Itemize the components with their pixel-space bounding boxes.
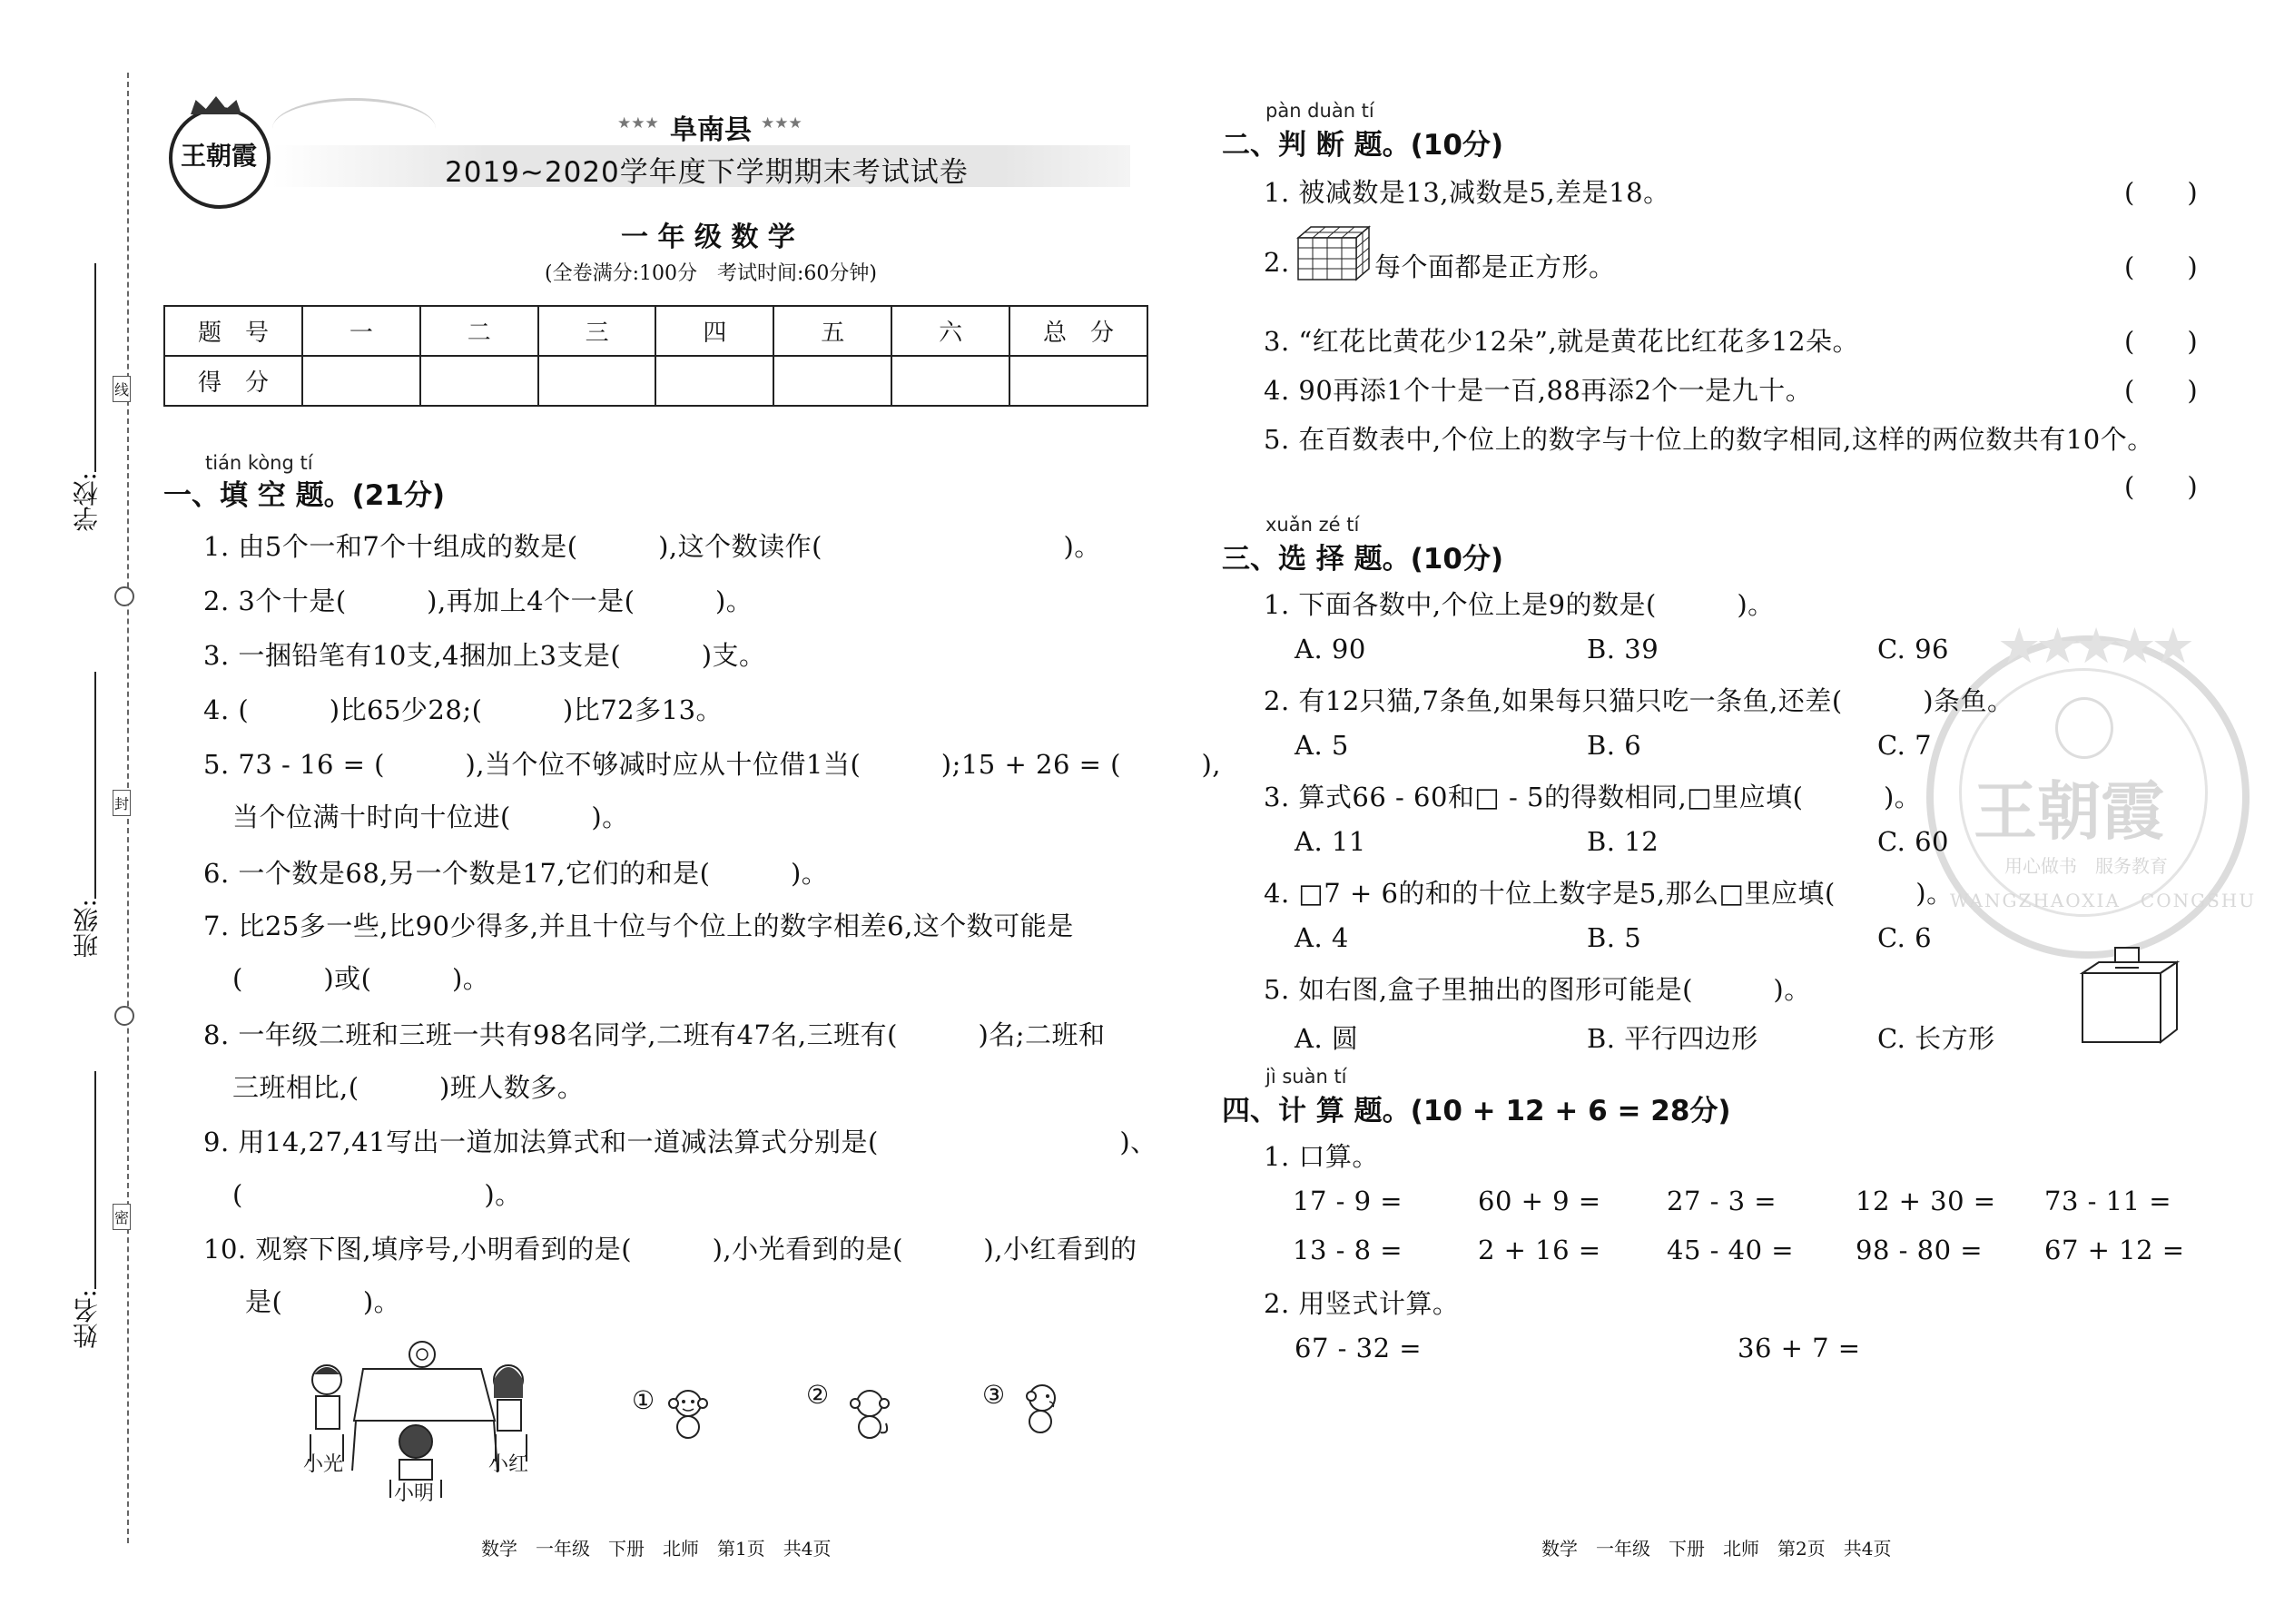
watermark-name: 王朝霞 xyxy=(1974,773,2164,849)
judge-question-4: 4. 90再添1个十是一百,88再添2个一是九十。 xyxy=(1264,375,1813,406)
column-header: 三 xyxy=(538,306,656,356)
fill-question-10-cont: 是( )。 xyxy=(245,1286,401,1317)
score-cell[interactable] xyxy=(302,356,420,406)
exam-info: (全卷满分:100分 考试时间:60分钟) xyxy=(545,262,877,285)
watermark-portrait-icon xyxy=(2055,697,2113,759)
label-xiaoming: 小明 xyxy=(394,1482,435,1505)
logo-crown-icon xyxy=(191,96,241,114)
star-decor-left: ★★★ xyxy=(617,114,659,133)
choice-option[interactable]: A. 圆 xyxy=(1295,1023,1359,1054)
fill-question-8: 8. 一年级二班和三班一共有98名同学,二班有47名,三班有( )名;二班和 xyxy=(203,1019,1106,1050)
ribbon-swoosh xyxy=(272,98,436,159)
oral-calc-item: 67 + 12 = xyxy=(2044,1235,2185,1265)
section1-pinyin: tián kòng tí xyxy=(205,452,313,474)
oral-calc-item: 60 + 9 = xyxy=(1478,1186,1601,1216)
punch-hole-icon xyxy=(114,1006,134,1026)
oral-calc-item: 13 - 8 = xyxy=(1293,1235,1403,1265)
seal-char-feng: 封 xyxy=(113,790,131,816)
oral-calc-item: 73 - 11 = xyxy=(2044,1186,2172,1216)
fill-question-5: 5. 73 - 16 = ( ),当个位不够减时应从十位借1当( );15 + 26 = ( ), xyxy=(203,749,1221,780)
judge-answer-2[interactable]: ( ) xyxy=(2124,251,2198,282)
choice-question-5: 5. 如右图,盒子里抽出的图形可能是( )。 xyxy=(1264,974,1811,1005)
section1-title: 一、填 空 题。(21分) xyxy=(163,479,446,512)
seal-char-mi: 密 xyxy=(113,1204,131,1230)
judge-answer-1[interactable]: ( ) xyxy=(2124,177,2198,208)
judge-question-2-number: 2. xyxy=(1264,247,1290,278)
choice-option[interactable]: B. 5 xyxy=(1587,922,1642,953)
exam-title: 2019~2020学年度下学期期末考试试卷 xyxy=(445,156,969,189)
table-row xyxy=(164,306,1147,356)
column-header: 总 分 xyxy=(1009,306,1147,356)
choice-option[interactable]: C. 长方形 xyxy=(1877,1023,1995,1054)
fill-question-8-cont: 三班相比,( )班人数多。 xyxy=(232,1072,585,1103)
judge-question-5: 5. 在百数表中,个位上的数字与十位上的数字相同,这样的两位数共有10个。 xyxy=(1264,424,2154,455)
fill-question-7-cont: ( )或( )。 xyxy=(232,963,490,994)
fill-question-10: 10. 观察下图,填序号,小明看到的是( ),小光看到的是( ),小红看到的 xyxy=(203,1234,1137,1265)
judge-answer-4[interactable]: ( ) xyxy=(2124,375,2198,406)
name-blank xyxy=(94,1071,96,1289)
monkey-back-icon xyxy=(848,1387,891,1440)
cube-grid-icon xyxy=(1296,225,1371,281)
judge-answer-3[interactable]: ( ) xyxy=(2124,326,2198,357)
vertical-calc-item: 36 + 7 = xyxy=(1738,1333,1861,1363)
watermark-stars-icon: ★★★★★ xyxy=(1997,617,2191,674)
label-xiaohong: 小红 xyxy=(488,1453,529,1476)
judge-question-1: 1. 被减数是13,减数是5,差是18。 xyxy=(1264,177,1670,208)
footer-left: 数学 一年级 下册 北师 第1页 共4页 xyxy=(481,1538,832,1560)
section4-pinyin: jì suàn tí xyxy=(1265,1066,1347,1088)
score-cell[interactable] xyxy=(773,356,891,406)
section2-pinyin: pàn duàn tí xyxy=(1265,100,1374,122)
fill-question-4: 4. ( )比65少28;( )比72多13。 xyxy=(203,694,724,725)
choice-question-4: 4. □7 + 6的和的十位上数字是5,那么□里应填( )。 xyxy=(1264,878,1954,909)
section2-title: 二、判 断 题。(10分) xyxy=(1222,129,1504,162)
watermark-ring-text: WANGZHAOXIA CONGSHU xyxy=(1950,890,2257,911)
oral-calc-item: 27 - 3 = xyxy=(1667,1186,1777,1216)
judge-question-2: 每个面都是正方形。 xyxy=(1374,251,1616,282)
column-header: 五 xyxy=(773,306,891,356)
footer-right: 数学 一年级 下册 北师 第2页 共4页 xyxy=(1541,1538,1892,1560)
star-decor-right: ★★★ xyxy=(761,114,802,133)
fill-question-2: 2. 3个十是( ),再加上4个一是( )。 xyxy=(203,586,753,616)
county-title: 阜南县 xyxy=(670,114,752,146)
option-2-label: ② xyxy=(806,1380,830,1410)
name-label: 姓名: xyxy=(72,1289,102,1349)
class-blank xyxy=(94,672,96,899)
score-cell[interactable] xyxy=(538,356,656,406)
monkey-front-icon xyxy=(666,1387,710,1440)
choice-option[interactable]: B. 6 xyxy=(1587,730,1642,761)
column-header: 六 xyxy=(891,306,1009,356)
score-cell[interactable] xyxy=(1009,356,1147,406)
table-row-label: 得 分 xyxy=(164,356,302,406)
table-row-label: 题 号 xyxy=(164,306,302,356)
fill-question-9: 9. 用14,27,41写出一道加法算式和一道减法算式分别是( )、 xyxy=(203,1127,1157,1157)
class-label: 班级: xyxy=(72,899,102,959)
choice-question-3: 3. 算式66 - 60和□ - 5的得数相同,□里应填( )。 xyxy=(1264,782,1922,812)
column-header: 四 xyxy=(655,306,773,356)
monkey-side-icon xyxy=(1020,1382,1064,1434)
label-xiaoguang: 小光 xyxy=(303,1453,344,1476)
choice-option[interactable]: B. 39 xyxy=(1587,634,1659,664)
choice-option[interactable]: B. 12 xyxy=(1587,826,1659,857)
score-cell[interactable] xyxy=(655,356,773,406)
option-1-label: ① xyxy=(632,1385,655,1415)
choice-option[interactable]: A. 4 xyxy=(1295,922,1349,953)
judge-question-3: 3. “红花比黄花少12朵”,就是黄花比红花多12朵。 xyxy=(1264,326,1860,357)
column-header: 二 xyxy=(420,306,538,356)
oral-calc-title: 1. 口算。 xyxy=(1264,1141,1379,1172)
subject-title: 一 年 级 数 学 xyxy=(621,221,795,253)
judge-answer-5[interactable]: ( ) xyxy=(2124,471,2198,502)
fill-question-5-cont: 当个位满十时向十位进( )。 xyxy=(232,802,629,832)
oral-calc-item: 98 - 80 = xyxy=(1856,1235,1984,1265)
option-3-label: ③ xyxy=(982,1380,1006,1410)
school-label: 学校: xyxy=(72,472,102,532)
punch-hole-icon xyxy=(114,586,134,606)
choice-option[interactable]: A. 5 xyxy=(1295,730,1349,761)
box-with-card-icon xyxy=(2079,946,2181,1046)
fill-question-1: 1. 由5个一和7个十组成的数是( ),这个数读作( )。 xyxy=(203,531,1101,562)
oral-calc-item: 12 + 30 = xyxy=(1856,1186,1996,1216)
fill-question-3: 3. 一捆铅笔有10支,4捆加上3支是( )支。 xyxy=(203,640,766,671)
choice-question-2: 2. 有12只猫,7条鱼,如果每只猫只吃一条鱼,还差( )条鱼。 xyxy=(1264,685,2014,716)
choice-option[interactable]: A. 90 xyxy=(1295,634,1366,664)
score-table xyxy=(163,305,1148,407)
score-cell[interactable] xyxy=(420,356,538,406)
choice-option[interactable]: C. 7 xyxy=(1877,730,1933,761)
seal-char-xian: 线 xyxy=(113,376,131,402)
logo-text: 王朝霞 xyxy=(180,141,257,171)
oral-calc-item: 17 - 9 = xyxy=(1293,1186,1403,1216)
school-blank xyxy=(94,263,96,472)
fill-question-9-cont: ( )。 xyxy=(232,1179,522,1210)
oral-calc-item: 2 + 16 = xyxy=(1478,1235,1601,1265)
fill-question-7: 7. 比25多一些,比90少得多,并且十位与个位上的数字相差6,这个数可能是 xyxy=(203,910,1074,941)
choice-option[interactable]: C. 60 xyxy=(1877,826,1949,857)
choice-option[interactable]: C. 96 xyxy=(1877,634,1949,664)
vertical-calc-item: 67 - 32 = xyxy=(1295,1333,1423,1363)
section3-pinyin: xuǎn zé tí xyxy=(1265,514,1360,536)
section3-title: 三、选 择 题。(10分) xyxy=(1222,543,1504,576)
table-row xyxy=(164,356,1147,406)
choice-option[interactable]: C. 6 xyxy=(1877,922,1933,953)
section4-title: 四、计 算 题。(10 + 12 + 6 = 28分) xyxy=(1222,1095,1731,1127)
vertical-calc-title: 2. 用竖式计算。 xyxy=(1264,1288,1460,1319)
choice-option[interactable]: A. 11 xyxy=(1295,826,1366,857)
watermark-slogan: 用心做书 服务教育 xyxy=(2004,855,2168,877)
choice-question-1: 1. 下面各数中,个位上是9的数是( )。 xyxy=(1264,589,1775,620)
column-header: 一 xyxy=(302,306,420,356)
choice-option[interactable]: B. 平行四边形 xyxy=(1587,1023,1758,1054)
fill-question-6: 6. 一个数是68,另一个数是17,它们的和是( )。 xyxy=(203,858,829,889)
score-cell[interactable] xyxy=(891,356,1009,406)
oral-calc-item: 45 - 40 = xyxy=(1667,1235,1795,1265)
